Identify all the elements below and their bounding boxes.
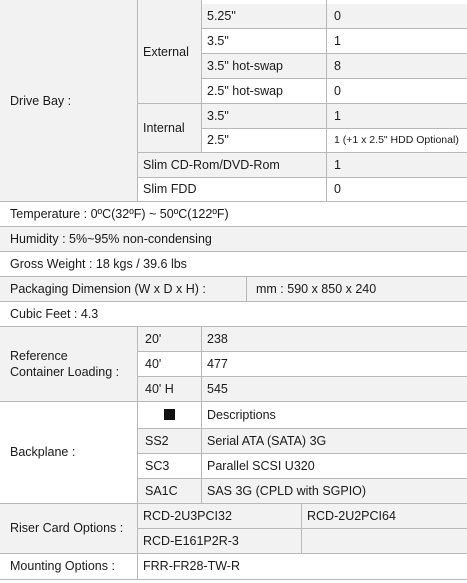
container-value-cell — [201, 326, 467, 351]
riser-option: RCD-2U2PCI64 — [307, 508, 396, 523]
temperature-row — [0, 201, 467, 226]
divider — [0, 401, 467, 402]
drive-type-cell — [201, 28, 326, 53]
container-size-cell — [137, 326, 201, 351]
drive-count: 1 — [334, 157, 341, 172]
container-label-line2: Container Loading : — [10, 364, 120, 379]
divider — [0, 503, 467, 504]
backplane-code-cell — [137, 453, 201, 478]
backplane-desc-cell — [201, 478, 467, 503]
divider — [326, 0, 327, 201]
divider — [137, 478, 467, 479]
divider — [201, 53, 467, 54]
mounting-label-cell — [0, 553, 137, 579]
humidity-text: Humidity : 5%~95% non-condensing — [10, 231, 212, 246]
divider — [201, 78, 467, 79]
drive-count-cell — [326, 152, 467, 177]
drive-type-cell — [201, 53, 326, 78]
divider — [201, 0, 202, 152]
packaging-label: Packaging Dimension (W x D x H) : — [10, 281, 206, 296]
drive-type: Slim FDD — [143, 182, 197, 196]
divider — [0, 326, 467, 327]
drive-type: 3.5" — [207, 33, 229, 48]
backplane-code-cell — [137, 478, 201, 503]
drive-type: 2.5" — [207, 133, 229, 147]
riser-option-cell — [137, 503, 301, 528]
temperature-text: Temperature : 0ºC(32ºF) ~ 50ºC(122ºF) — [10, 206, 229, 221]
backplane-label: Backplane : — [10, 445, 76, 459]
divider — [0, 579, 467, 580]
drive-count: 0 — [334, 9, 341, 23]
drive-bay-label-cell — [0, 0, 137, 201]
cubic-feet-row — [0, 301, 467, 326]
internal-label-cell — [137, 103, 201, 152]
drive-type: 5.25" — [207, 9, 236, 23]
drive-type: 3.5" — [207, 108, 229, 123]
backplane-desc: SAS 3G (CPLD with SGPIO) — [207, 483, 367, 498]
divider — [201, 326, 202, 503]
riser-label-cell — [0, 503, 137, 553]
divider — [137, 177, 467, 178]
drive-count-cell — [326, 128, 467, 152]
riser-label: Riser Card Options : — [10, 521, 124, 535]
divider — [137, 528, 467, 529]
drive-count-cell — [326, 177, 467, 201]
divider — [246, 276, 247, 301]
divider — [137, 152, 467, 153]
backplane-code: SC3 — [145, 458, 170, 473]
container-value: 545 — [207, 381, 228, 396]
divider — [0, 276, 467, 277]
drive-count-cell — [326, 53, 467, 78]
divider — [0, 201, 467, 202]
container-size: 20' — [145, 331, 162, 346]
external-label: External — [143, 44, 189, 59]
divider — [201, 128, 467, 129]
container-label-cell — [0, 326, 137, 401]
humidity-row — [0, 226, 467, 251]
backplane-code-cell — [137, 428, 201, 453]
internal-label: Internal — [143, 120, 185, 135]
drive-type-cell — [201, 128, 326, 152]
container-value-cell — [201, 351, 467, 376]
drive-count: 1 — [334, 33, 341, 48]
container-size-cell — [137, 351, 201, 376]
drive-count: 1 (+1 x 2.5" HDD Optional) — [334, 134, 459, 146]
container-size: 40' H — [145, 381, 174, 396]
drive-type: 3.5" hot-swap — [207, 58, 284, 73]
container-value: 238 — [207, 331, 228, 346]
riser-option: RCD-E161P2R-3 — [143, 533, 239, 548]
divider — [137, 453, 467, 454]
black-square-icon — [164, 409, 175, 420]
divider — [137, 0, 138, 201]
mounting-value: FRR-FR28-TW-R — [143, 559, 240, 573]
external-label-cell — [137, 0, 201, 103]
divider — [137, 428, 467, 429]
packaging-value: mm : 590 x 850 x 240 — [256, 281, 377, 296]
packaging-value-cell — [246, 276, 467, 301]
drive-type: 2.5" hot-swap — [207, 83, 284, 98]
divider — [301, 503, 302, 553]
gross-weight-text: Gross Weight : 18 kgs / 39.6 lbs — [10, 256, 187, 271]
backplane-desc: Parallel SCSI U320 — [207, 458, 315, 473]
divider — [0, 301, 467, 302]
divider — [137, 376, 467, 377]
drive-count: 1 — [334, 108, 341, 123]
riser-option-cell — [301, 503, 467, 528]
backplane-code: SA1C — [145, 483, 178, 498]
container-size-cell — [137, 376, 201, 401]
divider — [137, 351, 467, 352]
drive-count: 0 — [334, 83, 341, 98]
riser-option: RCD-2U3PCI32 — [143, 508, 232, 523]
drive-count: 8 — [334, 58, 341, 73]
backplane-desc: Serial ATA (SATA) 3G — [207, 433, 327, 448]
gross-weight-row — [0, 251, 467, 276]
divider — [201, 28, 467, 29]
divider — [137, 103, 467, 104]
backplane-desc-cell — [201, 453, 467, 478]
divider — [0, 251, 467, 252]
packaging-label-cell — [0, 276, 246, 301]
backplane-code: SS2 — [145, 433, 169, 448]
container-value-cell — [201, 376, 467, 401]
container-value: 477 — [207, 356, 228, 371]
drive-bay-label: Drive Bay : — [10, 93, 72, 108]
drive-count: 0 — [334, 182, 341, 196]
mounting-value-cell — [137, 553, 467, 579]
riser-option-cell — [137, 528, 301, 553]
backplane-header-icon-cell — [137, 401, 201, 428]
drive-count-cell — [326, 28, 467, 53]
container-label-line1: Reference — [10, 348, 68, 363]
divider — [0, 226, 467, 227]
riser-empty-cell — [301, 528, 467, 553]
drive-type-cell — [201, 4, 326, 28]
container-size: 40' — [145, 356, 162, 371]
divider — [137, 326, 138, 579]
divider — [0, 553, 467, 554]
descriptions-header: Descriptions — [207, 407, 276, 422]
drive-type-cell — [137, 177, 326, 201]
drive-count-cell — [326, 103, 467, 128]
drive-type: Slim CD-Rom/DVD-Rom — [143, 157, 280, 172]
backplane-desc-cell — [201, 428, 467, 453]
drive-count-cell — [326, 4, 467, 28]
backplane-label-cell — [0, 401, 137, 503]
drive-count-cell — [326, 78, 467, 103]
mounting-label: Mounting Options : — [10, 559, 115, 573]
drive-type-cell — [137, 152, 326, 177]
backplane-header-cell — [201, 401, 467, 428]
drive-type-cell — [201, 78, 326, 103]
cubic-feet-text: Cubic Feet : 4.3 — [10, 306, 99, 321]
drive-type-cell — [201, 103, 326, 128]
